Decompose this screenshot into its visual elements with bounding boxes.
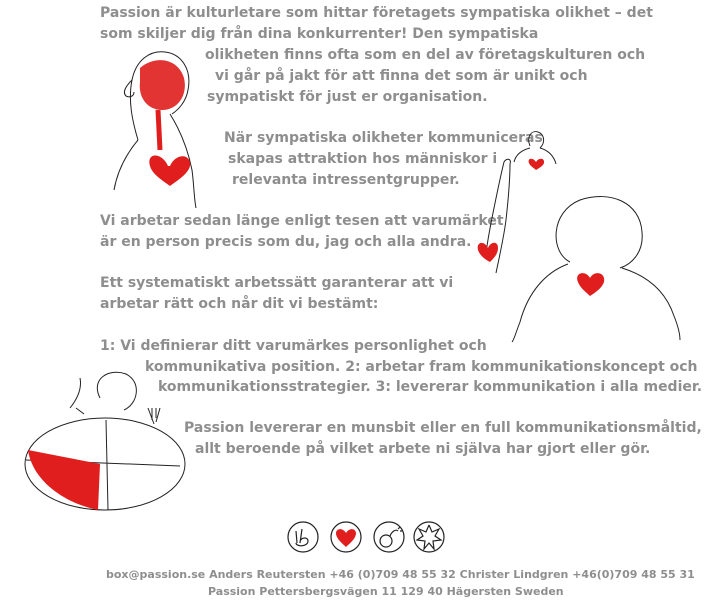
footer-address: Passion Pettersbergsvägen 11 129 40 Hägersten Sweden <box>208 585 564 598</box>
dining-figure-illustration <box>20 368 190 518</box>
attraction-line-2: skapas attraktion hos människor i <box>228 151 498 167</box>
explosion-icon[interactable] <box>412 519 446 555</box>
attraction-line-1: När sympatiska olikheter kommuniceras <box>224 130 543 146</box>
icon-row <box>286 519 446 559</box>
intro-line-4: vi går på jakt för att finna det som är unikt och <box>215 68 588 84</box>
delivery-line-1: Passion levererar en munsbit eller en full kommunikationsmåltid, <box>184 420 702 436</box>
attraction-line-3: relevanta intressentgrupper. <box>232 172 460 188</box>
delivery-line-2: allt beroende på vilket arbete ni själva har gjort eller gör. <box>195 441 651 457</box>
footer-contacts: box@passion.se Anders Reutersten +46 (0)709 48 55 32 Christer Lindgren +46(0)709 48 55 31 <box>106 568 695 581</box>
steps-line-3: kommunikationsstrategier. 3: levererar kommunikation i alla medier. <box>158 379 703 395</box>
person-heart-illustration <box>110 40 210 210</box>
thesis-line-2: är en person precis som du, jag och alla andra. <box>100 234 472 250</box>
method-line-1: Ett systematiskt arbetssätt garanterar att vi <box>100 275 454 291</box>
steps-line-2: kommunikativa position. 2: arbetar fram kommunikationskoncept och <box>145 359 698 375</box>
bomb-icon[interactable] <box>372 519 406 555</box>
peace-hand-icon[interactable] <box>286 519 320 555</box>
intro-line-3: olikheten finns ofta som en del av företagskulturen och <box>205 47 646 63</box>
large-figure-illustration <box>510 192 690 342</box>
heart-icon[interactable] <box>329 519 363 555</box>
intro-line-1: Passion är kulturletare som hittar företagets sympatiska olikhet – det <box>100 5 653 21</box>
intro-line-5: sympatiskt för just er organisation. <box>207 89 488 105</box>
method-line-2: arbetar rätt och når dit vi bestämt: <box>100 296 379 312</box>
thesis-line-1: Vi arbetar sedan länge enligt tesen att varumärket <box>100 213 504 229</box>
steps-line-1: 1: Vi definierar ditt varumärkes personlighet och <box>100 338 487 354</box>
intro-line-2: som skiljer dig från dina konkurrenter! Den sympatiska <box>100 26 539 42</box>
